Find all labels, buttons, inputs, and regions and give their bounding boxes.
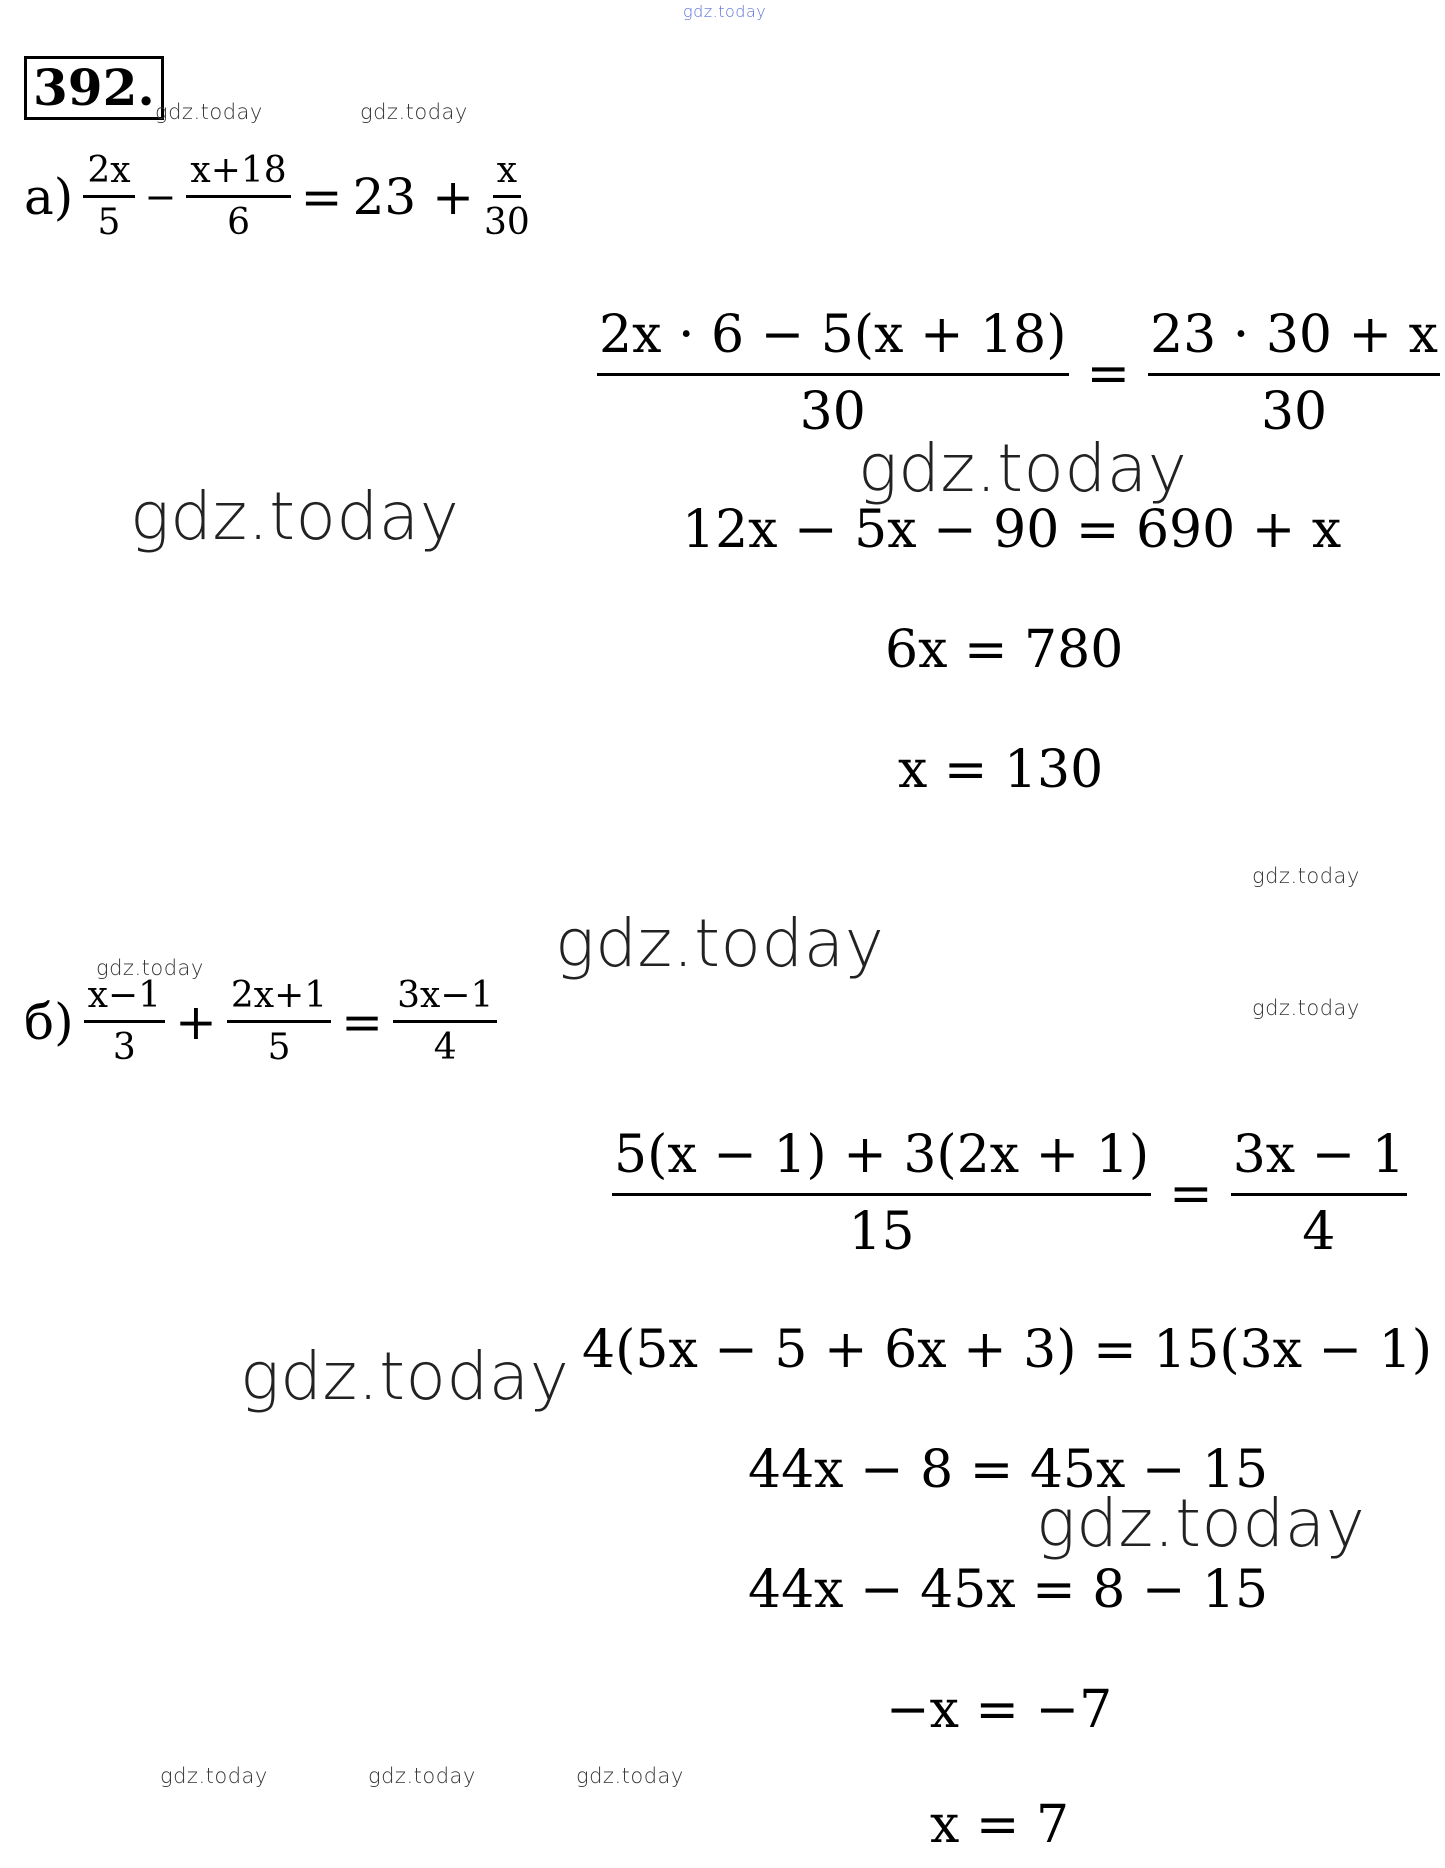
denominator: 30 [484, 202, 530, 243]
task-number: 392. [24, 56, 164, 120]
part-b-problem [24, 975, 497, 1068]
fraction [597, 305, 1069, 442]
part-b-step3: 44x − 8 = 45x − 15 [748, 1440, 1269, 1500]
part-a-answer: x = 130 [898, 740, 1104, 800]
numerator: 3x − 1 [1231, 1125, 1407, 1196]
denominator: 15 [848, 1202, 915, 1262]
numerator: 5(x − 1) + 3(2x + 1) [612, 1125, 1151, 1196]
part-a-step3: 6x = 780 [885, 620, 1124, 680]
denominator: 5 [267, 1027, 291, 1068]
part-a-label: а) [24, 167, 74, 226]
numerator: 23 · 30 + x [1148, 305, 1440, 376]
denominator: 5 [97, 202, 121, 243]
part-a-step2: 12x − 5x − 90 = 690 + x [682, 500, 1342, 560]
fraction [484, 150, 530, 243]
part-b-step2: 4(5x − 5 + 6x + 3) = 15(3x − 1) [582, 1320, 1433, 1380]
fraction [227, 975, 331, 1068]
denominator: 30 [799, 382, 866, 442]
equals-sign: = [1169, 1163, 1213, 1224]
numerator: 2x [83, 150, 134, 198]
watermark-large: gdz.today [130, 478, 460, 555]
numerator: 2x+1 [227, 975, 331, 1023]
fraction [186, 150, 290, 243]
part-b-step1 [612, 1125, 1407, 1262]
denominator: 30 [1260, 382, 1328, 442]
operator: + [174, 992, 217, 1051]
watermark-small: gdz.today [1252, 864, 1360, 888]
denominator: 4 [1302, 1202, 1336, 1262]
watermark-large: gdz.today [858, 430, 1188, 507]
watermark-top: gdz.today [683, 2, 767, 21]
watermark-small: gdz.today [368, 1764, 476, 1788]
fraction [83, 150, 134, 243]
equals-sign: = [341, 992, 384, 1051]
watermark-small: gdz.today [96, 956, 204, 980]
watermark-small: gdz.today [1252, 996, 1360, 1020]
watermark-small: gdz.today [160, 1764, 268, 1788]
operator: − [144, 174, 177, 219]
watermark-large: gdz.today [555, 905, 885, 982]
fraction [1148, 305, 1440, 442]
fraction [84, 975, 165, 1068]
fraction [1231, 1125, 1407, 1262]
denominator: 3 [112, 1027, 136, 1068]
watermark-small: gdz.today [576, 1764, 684, 1788]
part-b-step5: −x = −7 [886, 1680, 1113, 1740]
part-b-step4: 44x − 45x = 8 − 15 [748, 1560, 1269, 1620]
part-b-answer: x = 7 [930, 1795, 1070, 1855]
numerator: 3x−1 [393, 975, 497, 1023]
equals-sign: = [300, 167, 343, 226]
numerator: 2x · 6 − 5(x + 18) [597, 305, 1069, 376]
denominator: 6 [227, 202, 250, 243]
part-a-step1 [597, 305, 1440, 442]
watermark-large: gdz.today [1036, 1485, 1366, 1562]
watermark-small: gdz.today [360, 100, 468, 124]
watermark-large: gdz.today [240, 1338, 570, 1415]
part-b-label: б) [24, 992, 74, 1051]
numerator: x−1 [84, 975, 165, 1023]
numerator: x [493, 150, 521, 198]
equals-sign: = [1086, 343, 1131, 404]
rhs-term: 23 + [352, 167, 474, 226]
fraction [612, 1125, 1151, 1262]
numerator: x+18 [186, 150, 290, 198]
watermark-small: gdz.today [155, 100, 263, 124]
part-a-problem [24, 150, 530, 243]
fraction [393, 975, 497, 1068]
denominator: 4 [433, 1027, 457, 1068]
